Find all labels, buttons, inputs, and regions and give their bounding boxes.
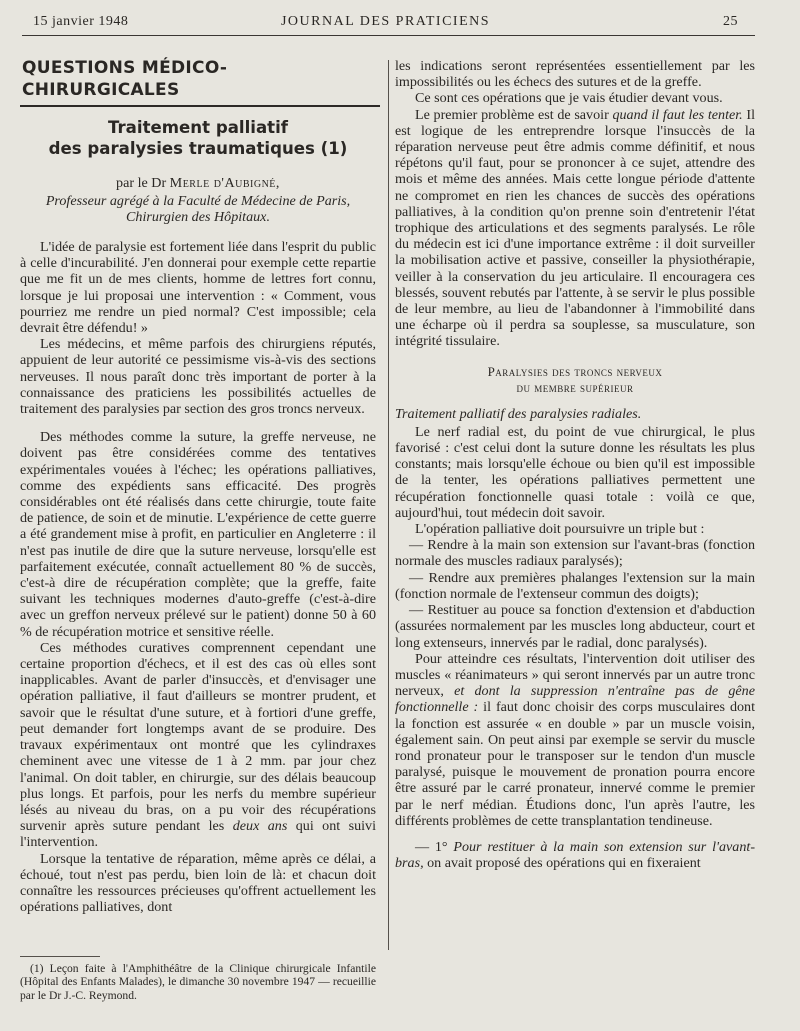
right-paragraph-2: Ce sont ces opérations que je vais étudier devant vous. xyxy=(415,90,723,107)
right-paragraph-6-emphasis: et dont la suppression n'entraîne pas de gêne fonctionnelle : xyxy=(395,683,755,716)
right-paragraph-3-text: Le premier problème est de savoir xyxy=(415,106,613,123)
right-paragraph-7 xyxy=(395,839,755,871)
right-column xyxy=(395,58,755,871)
paragraph-5: Lorsque la tentative de réparation, même après ce délai, a échoué, tout n'est pas perdu, bien loin de là: et chacun doit connaître les ressources précieuses qu'offrent actuellement les opérations palliatives, dont xyxy=(20,850,376,916)
section-title: QUESTIONS MÉDICO-CHIRURGICALES xyxy=(22,58,228,100)
article-title-line-2: des paralysies traumatiques (1) xyxy=(48,139,348,158)
issue-date: 15 janvier 1948 xyxy=(33,14,129,29)
paragraph-3: Des méthodes comme la suture, la greffe nerveuse, ne doivent pas être considérées comme des tentatives expérimentales vouées à l'échec; les opérations palliatives, comme des expédients sans efficacité. Des progrès considérables ont été réalisés dans cette chirurgie, toute faite de patience, de soin et de minutie. L'expérience de cette guerre a été grandement mise à profit, en particulier en Angleterre : il n'est pas inutile de dire que la suture nerveuse, lorsqu'elle est parfaitement exécutée, connaît actuellement 80 % de succès, c'est-à dire de récupération complète; que la greffe, faite suivant les techniques modernes d'auto-greffe (c'est-à-dire avec un greffon nerveux prélevé sur le patient) donne 50 à 60 % de récupération motrice et sensitive réelle. xyxy=(20,429,376,640)
right-paragraph-7-number: — 1° xyxy=(415,838,454,855)
paragraph-4 xyxy=(20,640,376,851)
column-rule xyxy=(388,60,389,950)
section-title-rule xyxy=(20,105,380,107)
article-title-line-1: Traitement palliatif xyxy=(108,118,288,137)
affiliation-line-1: Professeur agrégé à la Faculté de Médecine de Paris, xyxy=(45,193,351,209)
byline-prefix: par le Dr xyxy=(116,175,170,191)
footnote: (1) Leçon faite à l'Amphithéâtre de la Clinique chirurgicale Infantile (Hôpital des Enfants Malades), le dimanche 30 novembre 1947 — recueillie par le Dr J.-C. Reymond. xyxy=(20,962,376,1002)
article-title xyxy=(20,117,376,159)
paragraph-1: L'idée de paralysie est fortement liée dans l'esprit du public à celle d'incurabilité. J'en donnerai pour exemple cette repartie que me fit un de mes clients, homme de lettres fort connu, lorsque je lui proposai une intervention : « Comment, vous pourriez me rendre un pied normal? C'est impossible; cela devrait être défendu! » xyxy=(20,239,376,337)
paragraph-4-emphasis: deux ans xyxy=(232,818,288,835)
paragraph-4-end: qui ont suivi l'intervention. xyxy=(20,818,377,851)
page-number: 25 xyxy=(723,14,738,29)
paragraph-4-text: Ces méthodes curatives comprennent cependant une certaine proportion d'échecs, et il est des cas où elles sont inapplicables. Avant de parler d'insuccès, et d'envisager une opération palliative, il faut d'ailleurs se montrer prudent, et savoir que le résultat d'une suture, et à fortiori d'une greffe, peut demander fort longtemps avant de se produire. Des travaux expérimentaux ont montré que les cylindraxes cheminent avec une vitesse de 1 à 2 mm. par jour chez l'animal. On doit tabler, en chirurgie, sur des délais beaucoup plus longs. Et parfois, pour les nerfs du membre supérieur lésés au niveau du bras, on a pu voir des récupérations survenir après suture pendant les xyxy=(20,639,376,835)
journal-title: JOURNAL DES PRATICIENS xyxy=(280,14,491,29)
left-column xyxy=(20,57,376,915)
author-affiliation xyxy=(20,193,376,225)
right-paragraph-7-end: on avait proposé des opérations qui en fixeraient xyxy=(423,855,701,872)
byline xyxy=(20,175,376,191)
subsection-heading-line-1: Paralysies des troncs nerveux xyxy=(487,363,663,379)
affiliation-line-2: Chirurgien des Hôpitaux. xyxy=(126,209,270,225)
footnote-rule xyxy=(20,956,100,957)
right-paragraph-3-emphasis: quand il faut les tenter. xyxy=(612,106,743,123)
objective-1: — Rendre à la main son extension sur l'avant-bras (fonction normale des muscles radiaux paralysés); xyxy=(395,537,755,570)
right-paragraph-6-end: il faut donc choisir des corps musculaires dont la fonction est assurée « en double » par un muscle voisin, également sain. On peut ainsi par exemple se servir du muscle rond pronateur pour le transposer sur le tendon d'un muscle paralysé, puisque le mouvement de pronation pourra encore être assuré par le carré pronateur, innervé comme le premier par le nerf médian. Étudions donc, l'un après l'autre, les différents problèmes de cette transplantation tendineuse. xyxy=(395,699,756,829)
right-paragraph-7-emphasis: Pour restituer à la main son extension sur l'avant-bras, xyxy=(395,838,756,872)
subsection-title: Traitement palliatif des paralysies radiales. xyxy=(395,405,642,422)
right-paragraph-1: les indications seront représentées essentiellement par les impossibilités ou les échecs des sutures et de la greffe. xyxy=(395,58,755,91)
right-paragraph-5: L'opération palliative doit poursuivre un triple but : xyxy=(415,521,705,538)
running-header xyxy=(33,10,738,32)
right-paragraph-3 xyxy=(395,107,755,350)
right-paragraph-4: Le nerf radial est, du point de vue chirurgical, le plus favorisé : c'est celui dont la suture donne les résultats les plus constants; mais lorsqu'elle échoue ou bien qu'il est impossible de la tenter, les opérations palliatives permettent une récupération fonctionnelle quasi totale : voilà ce que, aujourd'hui, tout médecin doit savoir. xyxy=(395,423,755,521)
header-rule xyxy=(22,35,755,36)
subsection-heading-line-2: du membre supérieur xyxy=(516,379,634,395)
objective-3: — Restituer au pouce sa fonction d'extension et d'abduction (assurées normalement par les muscles long abducteur, court et long extenseurs, innervés par le radial, donc paralysés). xyxy=(395,602,755,651)
author-name: Merle d'Aubigné, xyxy=(169,175,280,191)
right-paragraph-6-text: Pour atteindre ces résultats, l'intervention doit utiliser des muscles « réanimateurs » qui seront innervés par un autre tronc nerveux, xyxy=(395,650,755,700)
objective-2: — Rendre aux premières phalanges l'extension sur la main (fonction normale de l'extenseur commun des doigts); xyxy=(395,569,755,602)
paragraph-2: Les médecins, et même parfois des chirurgiens réputés, appuient de leur autorité ce pessimisme vis-à-vis des sections nerveuses. Il nous paraît donc très important de porter à la connaissance des praticiens les possibilités actuelles de traitement des paralysies par section des gros troncs nerveux. xyxy=(20,336,376,418)
right-paragraph-6 xyxy=(395,651,755,829)
right-paragraph-3-end: Il est logique de les entreprendre lorsque l'insuccès de la réparation nerveuse peut être admis comme définitif, et nous répétons qu'il faut, pour se prononcer à ce sujet, attendre des mois et même des années. Mais cette longue période d'attente ne compromet en rien les chances de succès des opérations palliatives, à la condition qu'on prenne soin d'entretenir l'état trophique des articulations et des segments paralysés. Le rôle du médecin est ici d'une importance extrême : il doit surveiller la mobilisation active et passive, conseiller la physiothérapie, veiller à la conservation du jeu articulaire. Il encouragera ces blessés, souvent rebutés par l'attente, à se servir le plus possible de leur membre, au lieu de l'abandonner à l'immobilité dans une écharpe où il perdra sa souplesse, sa musculature, son intégrité tissulaire. xyxy=(395,106,756,350)
subsection-heading xyxy=(395,364,755,396)
